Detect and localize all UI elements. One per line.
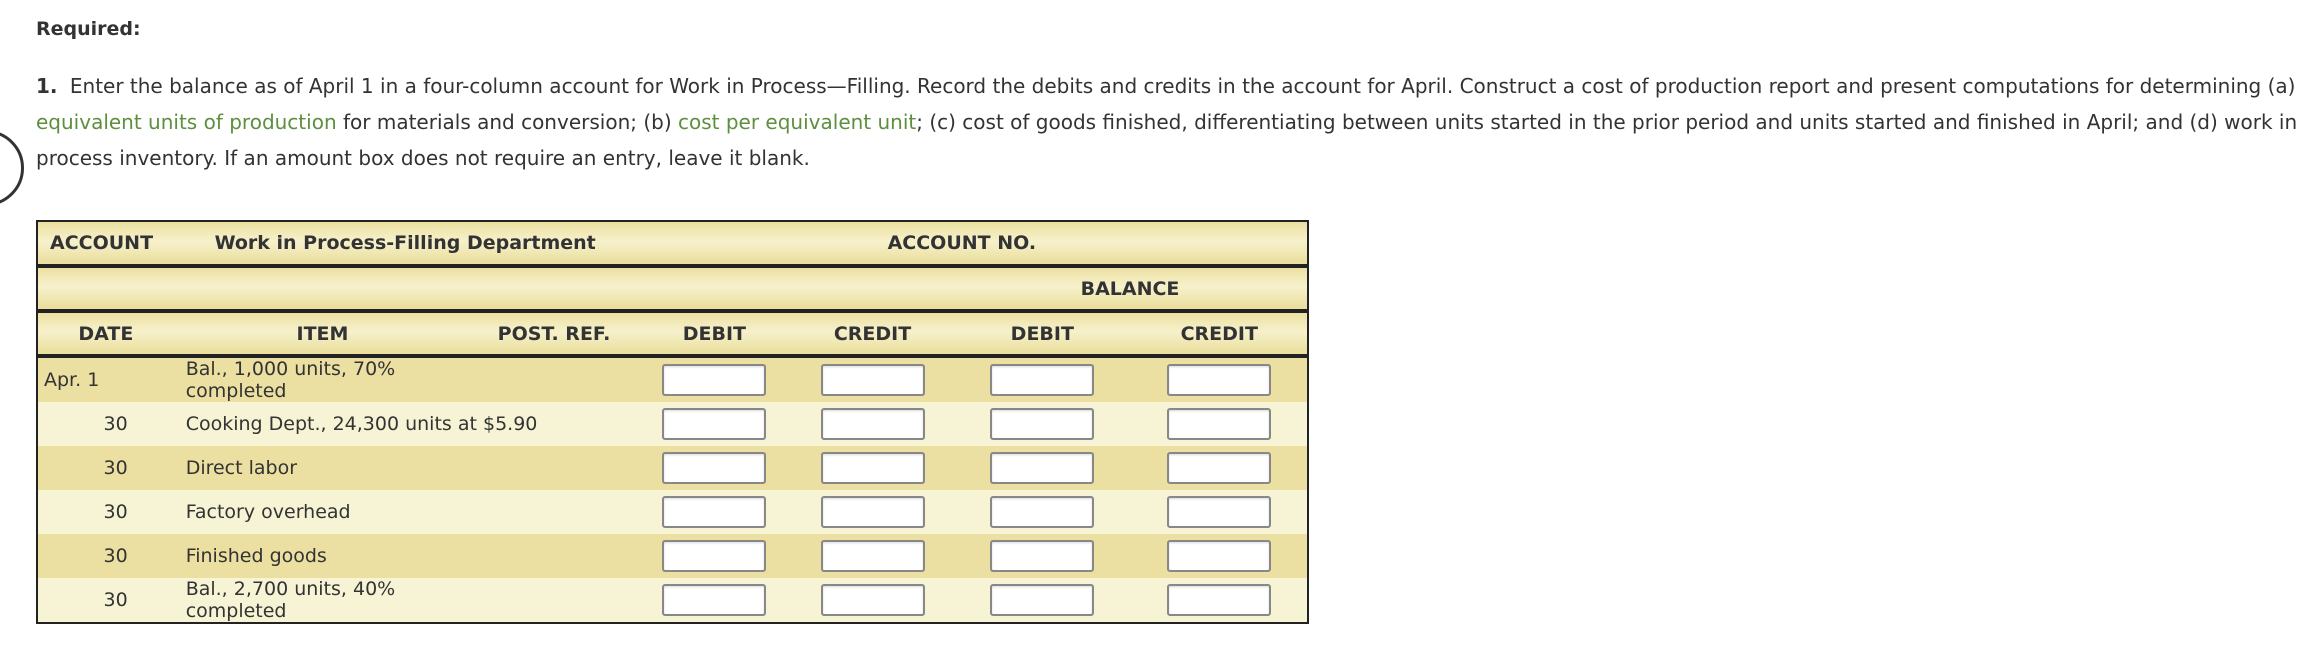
row-item: Cooking Dept., 24,300 units at $5.90	[185, 413, 538, 435]
table-row	[37, 402, 1308, 446]
row-date: 30	[103, 413, 128, 435]
item-column-header: ITEM	[296, 322, 349, 345]
row-item: Finished goods	[185, 545, 327, 567]
table-row	[37, 490, 1308, 534]
row-date: 30	[103, 501, 128, 523]
row-item: Factory overhead	[185, 501, 351, 523]
table-row	[37, 446, 1308, 490]
balance-debit-column-header: DEBIT	[1010, 322, 1074, 345]
debit-input[interactable]	[662, 540, 766, 572]
balance-credit-input[interactable]	[1167, 496, 1271, 528]
post-ref-column-header: POST. REF.	[497, 322, 611, 345]
credit-column-header: CREDIT	[833, 322, 912, 345]
step-number: 1.	[36, 74, 58, 98]
debit-input[interactable]	[662, 496, 766, 528]
row-item: Bal., 1,000 units, 70% completed	[185, 358, 396, 402]
credit-input[interactable]	[821, 364, 925, 396]
account-header-row	[37, 221, 1308, 266]
balance-credit-input[interactable]	[1167, 408, 1271, 440]
balance-debit-input[interactable]	[990, 496, 1094, 528]
row-date: Apr. 1	[44, 369, 100, 391]
balance-debit-input[interactable]	[990, 584, 1094, 616]
credit-input[interactable]	[821, 496, 925, 528]
progress-circle-indicator	[0, 130, 24, 206]
table-row	[37, 578, 1308, 623]
instruction-text-3: ; (c) cost of goods finished, differentiating between units started in the prior period and units started and finished in April; and (d) work in process inventory. If an amount box does not require an entry, leave it blank.	[36, 110, 2298, 170]
table-row	[37, 356, 1308, 402]
ledger-table	[36, 220, 1309, 624]
column-header-row	[37, 311, 1308, 356]
account-no-label: ACCOUNT NO.	[887, 232, 1037, 254]
balance-credit-input[interactable]	[1167, 364, 1271, 396]
row-date: 30	[103, 457, 128, 479]
balance-debit-input[interactable]	[990, 408, 1094, 440]
credit-input[interactable]	[821, 408, 925, 440]
equivalent-units-link[interactable]: equivalent units of production	[36, 110, 337, 134]
instruction-text-1: Enter the balance as of April 1 in a four-column account for Work in Process—Filling. Record the debits and credits in the account for April. Construct a cost of production report and present computations for determining (a)	[69, 74, 2296, 98]
cost-per-equivalent-unit-link[interactable]: cost per equivalent unit	[678, 110, 917, 134]
balance-debit-input[interactable]	[990, 364, 1094, 396]
debit-input[interactable]	[662, 364, 766, 396]
balance-credit-input[interactable]	[1167, 452, 1271, 484]
balance-label: BALANCE	[1080, 277, 1180, 300]
row-date: 30	[103, 589, 128, 611]
credit-input[interactable]	[821, 584, 925, 616]
table-row	[37, 534, 1308, 578]
balance-header-row	[37, 266, 1308, 311]
debit-input[interactable]	[662, 408, 766, 440]
instructions-paragraph	[36, 68, 2306, 176]
balance-credit-input[interactable]	[1167, 540, 1271, 572]
row-date: 30	[103, 545, 128, 567]
debit-column-header: DEBIT	[682, 322, 746, 345]
balance-debit-input[interactable]	[990, 540, 1094, 572]
account-label: ACCOUNT	[50, 232, 154, 254]
balance-credit-input[interactable]	[1167, 584, 1271, 616]
date-column-header: DATE	[78, 322, 134, 345]
credit-input[interactable]	[821, 452, 925, 484]
credit-input[interactable]	[821, 540, 925, 572]
instruction-text-2: for materials and conversion; (b)	[336, 110, 678, 134]
account-name: Work in Process-Filling Department	[214, 232, 596, 254]
row-item: Direct labor	[185, 457, 298, 479]
debit-input[interactable]	[662, 584, 766, 616]
balance-debit-input[interactable]	[990, 452, 1094, 484]
balance-credit-column-header: CREDIT	[1180, 322, 1258, 345]
debit-input[interactable]	[662, 452, 766, 484]
required-heading: Required:	[36, 18, 141, 40]
row-item: Bal., 2,700 units, 40% completed	[185, 578, 396, 622]
